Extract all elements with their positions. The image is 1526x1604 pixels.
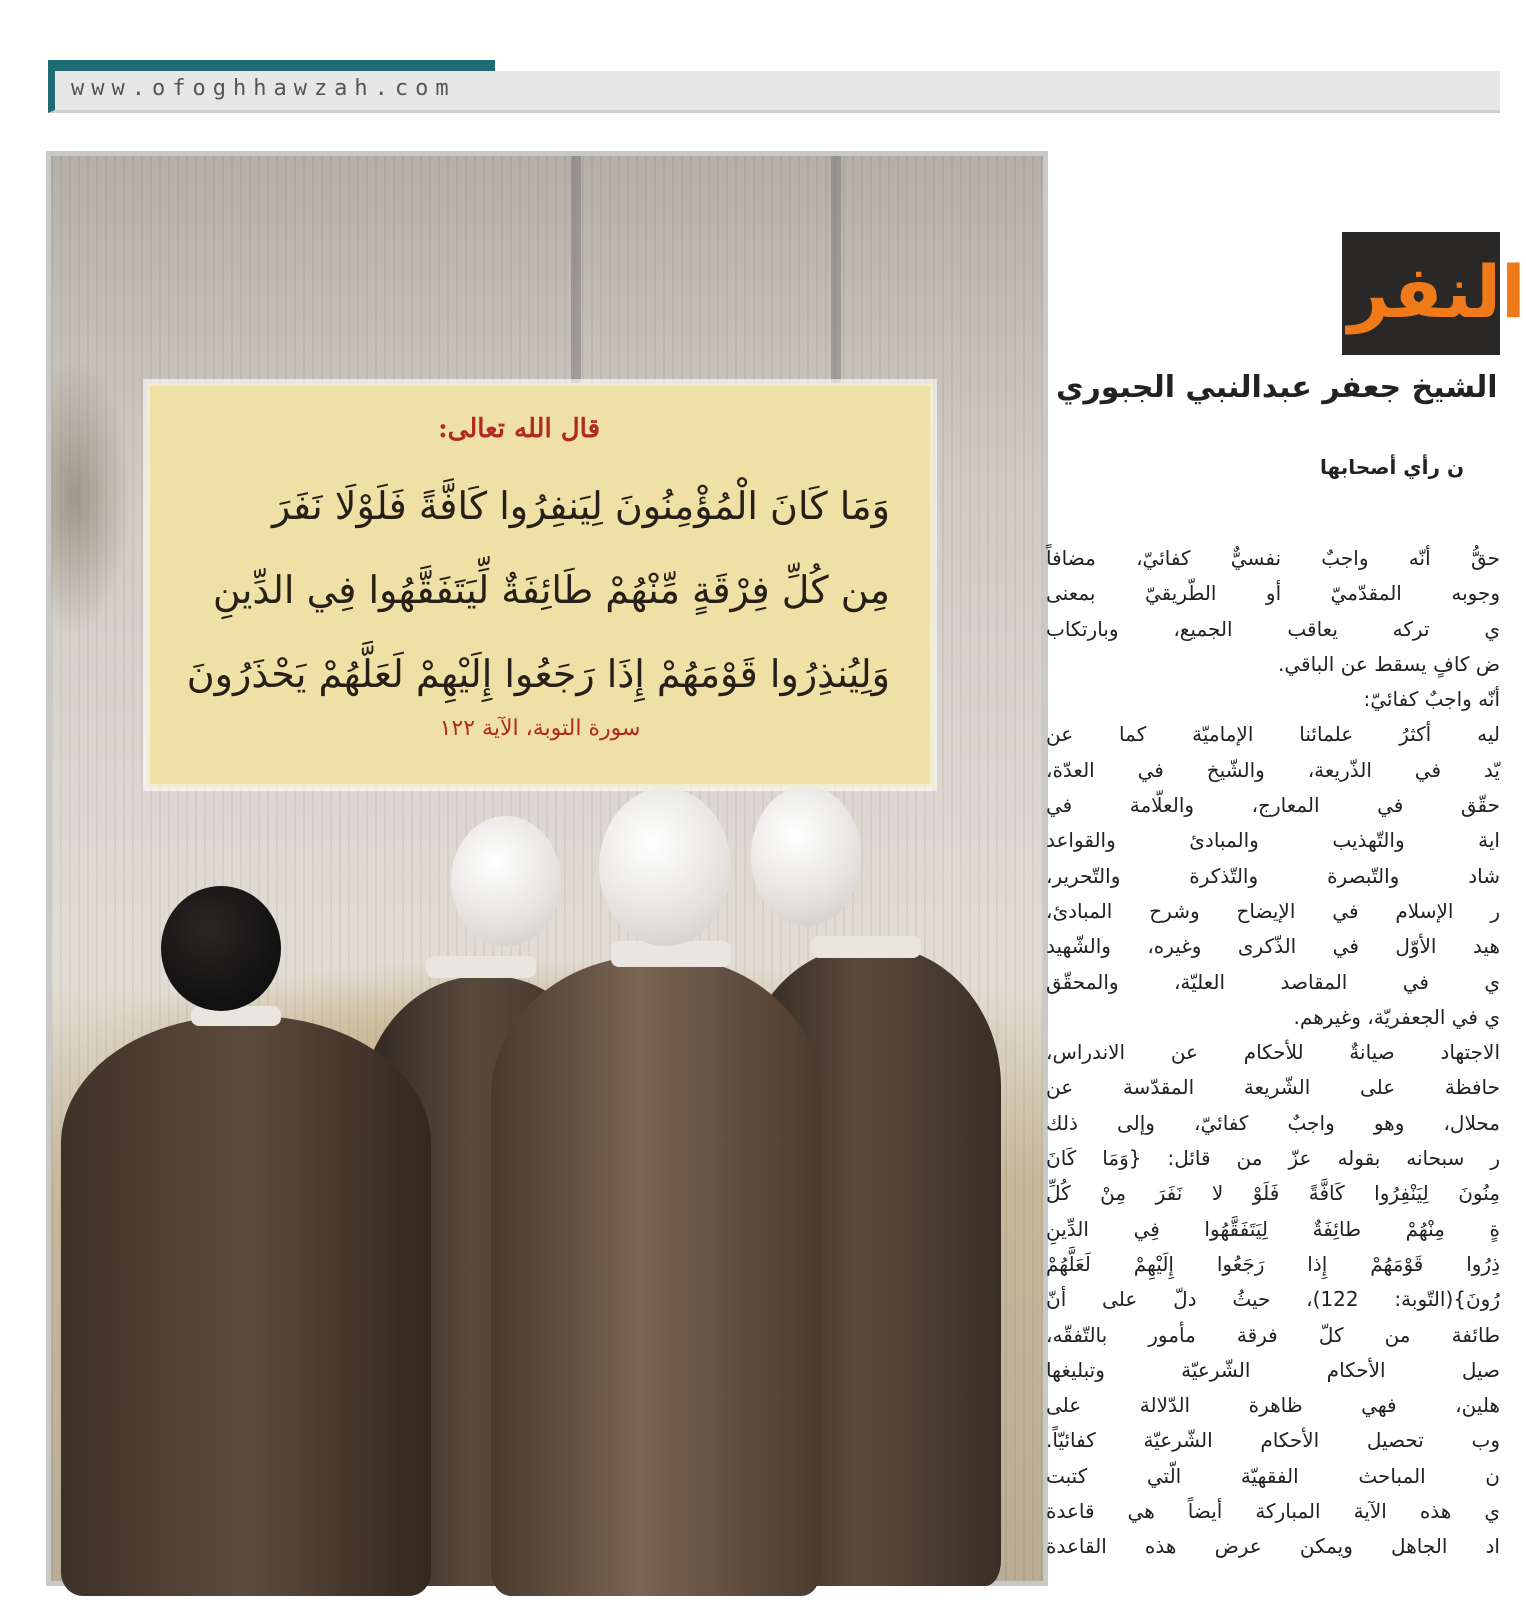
body-line: رُونَ}(التّوبة: 122)، حيثُ دلّ على أنّ (1046, 1287, 1500, 1312)
body-line: حقُّ أنّه واجبٌ نفسيٌّ كفائيّ، مضافاً (1046, 546, 1500, 570)
body-line: هلين، فهي ظاهرة الدّلالة على (1046, 1393, 1500, 1418)
body-line: محلال، وهو واجبٌ كفائيّ، وإلى ذلك (1046, 1110, 1500, 1135)
header-url-bar (48, 71, 1500, 113)
body-line: ض كافٍ يسقط عن الباقي. (1278, 651, 1500, 676)
body-line: ر سبحانه بقوله عزّ من قائل: {وَمَا كَانَ (1046, 1146, 1500, 1171)
body-line: ي هذه الآية المباركة أيضاً هي قاعدة (1046, 1499, 1500, 1524)
body-line: شاد والتّبصرة والتّذكرة والتّحرير، (1046, 863, 1500, 888)
site-url[interactable]: www.ofoghhawzah.com (71, 76, 456, 101)
body-line: ي في الجعفريّة، وغيرهم. (1293, 1004, 1500, 1029)
body-line: صيل الأحكام الشّرعيّة وتبليغها (1046, 1357, 1500, 1382)
photo-background (51, 156, 1043, 1581)
body-line: اد الجاهل ويمكن عرض هذه القاعدة (1046, 1534, 1500, 1559)
body-line: ليه أكثرُ علمائنا الإماميّة كما عن (1046, 722, 1500, 747)
body-line: ةٍ مِنْهُمْ طائِفَةٌ لِيَتَفَقَّهُوا فِي الدِّينِ (1046, 1216, 1500, 1241)
body-line: اية والتّهذيب والمبادئ والقواعد (1046, 828, 1500, 853)
body-line: ي في المقاصد العليّة، والمحقّق (1046, 969, 1500, 994)
body-line: حقّق في المعارج، والعلّامة في (1046, 793, 1500, 818)
body-line: هيد الأوّل في الذّكرى وغيره، والشّهيد (1046, 934, 1500, 959)
verse-line: وَلِيُنذِرُوا قَوْمَهُمْ إِذَا رَجَعُوا إِلَيْهِمْ لَعَلَّهُمْ يَحْذَرُونَ (186, 652, 890, 696)
verse-reference: سورة التوبة، الآية ١٢٢ (439, 716, 641, 741)
body-line: أنّه واجبٌ كفائيّ: (1363, 687, 1500, 712)
disclaimer-note: ن رأي أصحابها (1320, 455, 1465, 479)
body-line: مِنُونَ لِيَنْفِرُوا كَافَّةً فَلَوْ لا نَفَرَ مِنْ كُلِّ (1046, 1181, 1500, 1206)
verse-line: وَمَا كَانَ الْمُؤْمِنُونَ لِيَنفِرُوا كَافَّةً فَلَوْلَا نَفَرَ (271, 484, 890, 528)
verse-text (180, 464, 890, 716)
body-line: وب تحصيل الأحكام الشّرعيّة كفائيّاً. (1046, 1428, 1500, 1453)
article-title: النفر (1348, 250, 1526, 334)
verse-intro: قال الله تعالى: (438, 414, 600, 444)
article-photo (46, 151, 1048, 1586)
body-line: ي تركه يعاقب الجميع، وبارتكاب (1046, 616, 1500, 641)
article-author: الشيخ جعفر عبدالنبي الجبوري (1056, 370, 1498, 405)
verse-line: مِن كُلِّ فِرْقَةٍ مِّنْهُمْ طَائِفَةٌ لِّيَتَفَقَّهُوا فِي الدِّينِ (212, 568, 890, 612)
body-line: ن المباحث الفقهيّة الّتي كتبت (1046, 1463, 1500, 1488)
body-line: ر الإسلام في الإيضاح وشرح المبادئ، (1046, 898, 1500, 923)
header-accent-bar (48, 60, 495, 71)
body-line: يّد في الذّريعة، والشّيخ في العدّة، (1046, 757, 1500, 782)
body-line: وجوبه المقدّميّ أو الطّريقيّ بمعنى (1046, 581, 1500, 606)
body-line: ذِرُوا قَوْمَهُمْ إِذا رَجَعُوا إِلَيْهِمْ لَعَلَّهُمْ (1046, 1251, 1500, 1276)
article-title-box (1342, 232, 1526, 355)
quran-verse-card (150, 386, 930, 784)
body-line: طائفة من كلّ فرقة مأمور بالتّفقّه، (1046, 1322, 1500, 1347)
body-line: حافظة على الشّريعة المقدّسة عن (1046, 1075, 1500, 1100)
body-line: الاجتهاد صيانةٌ للأحكام عن الاندراس، (1046, 1040, 1500, 1065)
article-body (1046, 541, 1500, 1565)
